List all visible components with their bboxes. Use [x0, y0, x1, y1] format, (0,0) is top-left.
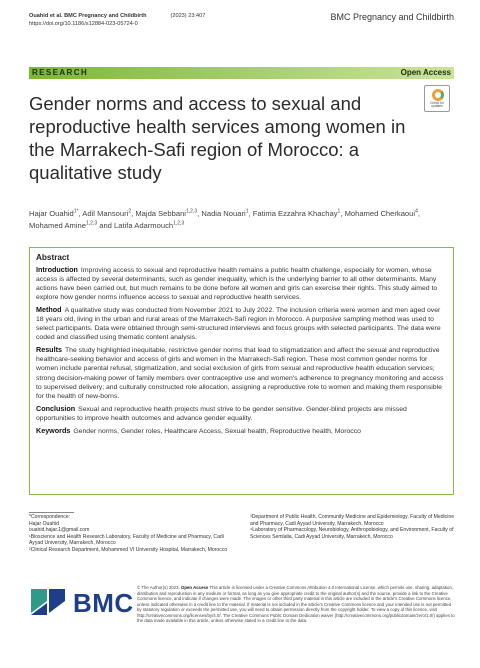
footnote-line: *Correspondence:	[29, 514, 71, 520]
abstract-section	[36, 426, 447, 436]
footnote-line: ¹Bioscience and Health Research Laboratory, Faculty of Medicine and Pharmacy, Cadi Ayyad University, Marrakech, Morocco	[29, 533, 224, 547]
check-updates-line1: Check for	[430, 100, 444, 105]
publisher-logo-text: BMC	[73, 588, 134, 618]
author-list: Hajar Ouahid$^{1*}$, Adil Mansouri$^2$, Majda Sebbani$^{1,2,3}$, Nadia Nouari$^1$, Fatima Ezzahra Khachay$^1$, Mohamed Cherkaoui$^4$, Mohamed Amine$^{1,2,3}$ and Latifa Adarmouch$^{1,2,3}$	[29, 208, 420, 230]
author-name[interactable]: Nadia Nouari$^1$	[201, 208, 249, 218]
update-icon	[432, 89, 444, 101]
journal-name: BMC Pregnancy and Childbirth	[330, 12, 454, 22]
author-name[interactable]: Fatima Ezzahra Khachay$^1$	[252, 208, 341, 218]
abstract-section	[36, 305, 447, 342]
open-access-label: Open Access	[400, 68, 451, 77]
author-name[interactable]: Mohamed Cherkaoui$^4$	[344, 208, 418, 218]
doi-link[interactable]: https://doi.org/10.1186/s12884-023-05724-0	[29, 21, 138, 27]
running-header-citation	[29, 12, 205, 28]
footnote-line: Hajar Ouahid	[29, 520, 60, 527]
author-name[interactable]: Hajar Ouahid$^{1*}$	[29, 208, 79, 218]
author-affiliation: 4	[415, 208, 418, 215]
abstract-section	[36, 404, 447, 423]
footnote-line: ouahid.hajar.1@gmail.com	[29, 527, 90, 534]
check-for-updates-badge[interactable]	[424, 85, 450, 112]
author-affiliation: 1*	[73, 208, 79, 215]
license-text: This article is licensed under a Creative Commons Attribution 4.0 International License, which permits use, sharing, adaptation, distribution and reproduction in any medium or format, as long as you give appropriate credit to the original author(s) and the source, provide a link to the Creative Commons licence, and indicate if changes were made. The images or other third party material in this article are included in the article's Creative Commons licence, unless indicated otherwise in a credit line to the material. If material is not included in the article's Creative Commons licence and your intended use is not permitted by statutory regulation or exceeds the permitted use, you will need to obtain permission directly from the copyright holder. To view a copy of this licence, visit http://creativecommons.org/licenses/by/4.0/. The Creative Commons Public Domain Dedication waiver (http://creativecommons.org/publicdomain/zero/1.0/) applies to the data made available in this article, unless otherwise stated in a credit line to the data.	[137, 585, 455, 624]
footnotes-left	[29, 514, 229, 554]
license-lead: © The Author(s) 2023.	[137, 585, 180, 590]
abstract-section-text: Improving access to sexual and reproductive health remains a public health challenge, especially for women, whose access is affected by several determinants, such as gender inequality, which is the underlying barrier to all other determinants. Many actions have been carried out, but much remains to be done before all women and girls can exercise their rights. This study aimed to explore how gender norms influence access to sexual and reproductive health services.	[36, 267, 438, 302]
check-updates-line2: updates	[431, 104, 443, 109]
license-notice	[137, 585, 455, 624]
author-affiliation: 1	[337, 208, 341, 215]
abstract-section-text: A qualitative study was conducted from November 2021 to July 2022. The inclusion criteria were women and men aged over 18 years old, living in the urban and rural areas of the Marrakech-Safi region in Morocco. A purposive sampling method was used to select participants. Data were obtained through semi-structured interviews and focus groups with selected participants. The data were coded and classified using thematic content analysis.	[36, 307, 441, 342]
abstract-section-label: Method	[36, 305, 62, 315]
citation-year: (2023) 23:407	[170, 13, 206, 19]
abstract-section-label: Keywords	[36, 425, 71, 435]
abstract-section-label: Results	[36, 345, 62, 355]
footnotes-right	[250, 514, 455, 540]
author-name[interactable]: Adil Mansouri$^2$	[82, 208, 132, 218]
footnote-line: ⁴Laboratory of Pharmacology, Neurobiology, Anthropobiology, and Environment, Faculty of Sciences Semlalia, Cadi Ayyad University, Marrakech, Morocco	[250, 527, 454, 540]
license-open-access: Open Access	[180, 585, 209, 590]
footnote-line: ²Clinical Research Department, Mohammed VI University Hospital, Marrakech, Morocco	[29, 546, 228, 553]
author-name[interactable]: Majda Sebbani$^{1,2,3}$	[135, 208, 198, 218]
author-name[interactable]: Mohamed Amine$^{1,2,3}$	[29, 220, 98, 230]
author-affiliation: 1,2,3	[173, 220, 185, 227]
abstract-section-text: Sexual and reproductive health projects must strive to be gender sensitive. Gender-blind projects are missed opportunities to improve health outcomes and advance gender equality.	[36, 405, 407, 422]
abstract-section-text: Gender norms, Gender roles, Healthcare Access, Sexual health, Reproductive health, Morocco	[73, 427, 361, 435]
abstract-section-label: Conclusion	[36, 403, 76, 413]
article-type-banner	[29, 67, 454, 79]
author-name[interactable]: Latifa Adarmouch$^{1,2,3}$	[114, 220, 185, 230]
abstract-section-label: Introduction	[36, 265, 78, 274]
footnote-line: ³Department of Public Health, Community Medicine and Epidemiology, Faculty of Medicine and Pharmacy, Cadi Ayyad University, Marrakech, Morocco	[250, 514, 455, 527]
abstract-section	[36, 345, 447, 400]
author-affiliation: 1	[245, 208, 249, 215]
abstract-box	[29, 247, 454, 495]
article-title: Gender norms and access to sexual and reproductive health services among women in the Marrakech-Safi region of Morocco: a qualitative study	[29, 93, 406, 183]
article-type-label: RESEARCH	[32, 68, 89, 77]
abstract-section	[36, 265, 447, 302]
abstract-heading: Abstract	[36, 253, 70, 262]
author-affiliation: 1,2,3	[85, 220, 98, 227]
abstract-section-text: The study highlighted inequitable, restrictive gender norms that lead to stigmatization and affect the sexual and reproductive healthcare-seeking behavior and access of girls and women in the Marrakech-Safi region. These most common gender norms for women include parental refusal, stigmatization, and social exclusion of girls from sexual and reproductive health education services; strong decision-making power of family members over contraceptive use and women's adherence to pregnancy monitoring and access to supervised delivery; and culturally constructed role allocation, assigning a reproductive role to women and making them responsible for the health of new-borns.	[36, 347, 444, 400]
author-affiliation: 2	[128, 208, 132, 215]
citation-text: Ouahid et al. BMC Pregnancy and Childbirth	[29, 13, 147, 19]
footnote-divider	[29, 512, 74, 513]
author-affiliation: 1,2,3	[186, 208, 198, 215]
